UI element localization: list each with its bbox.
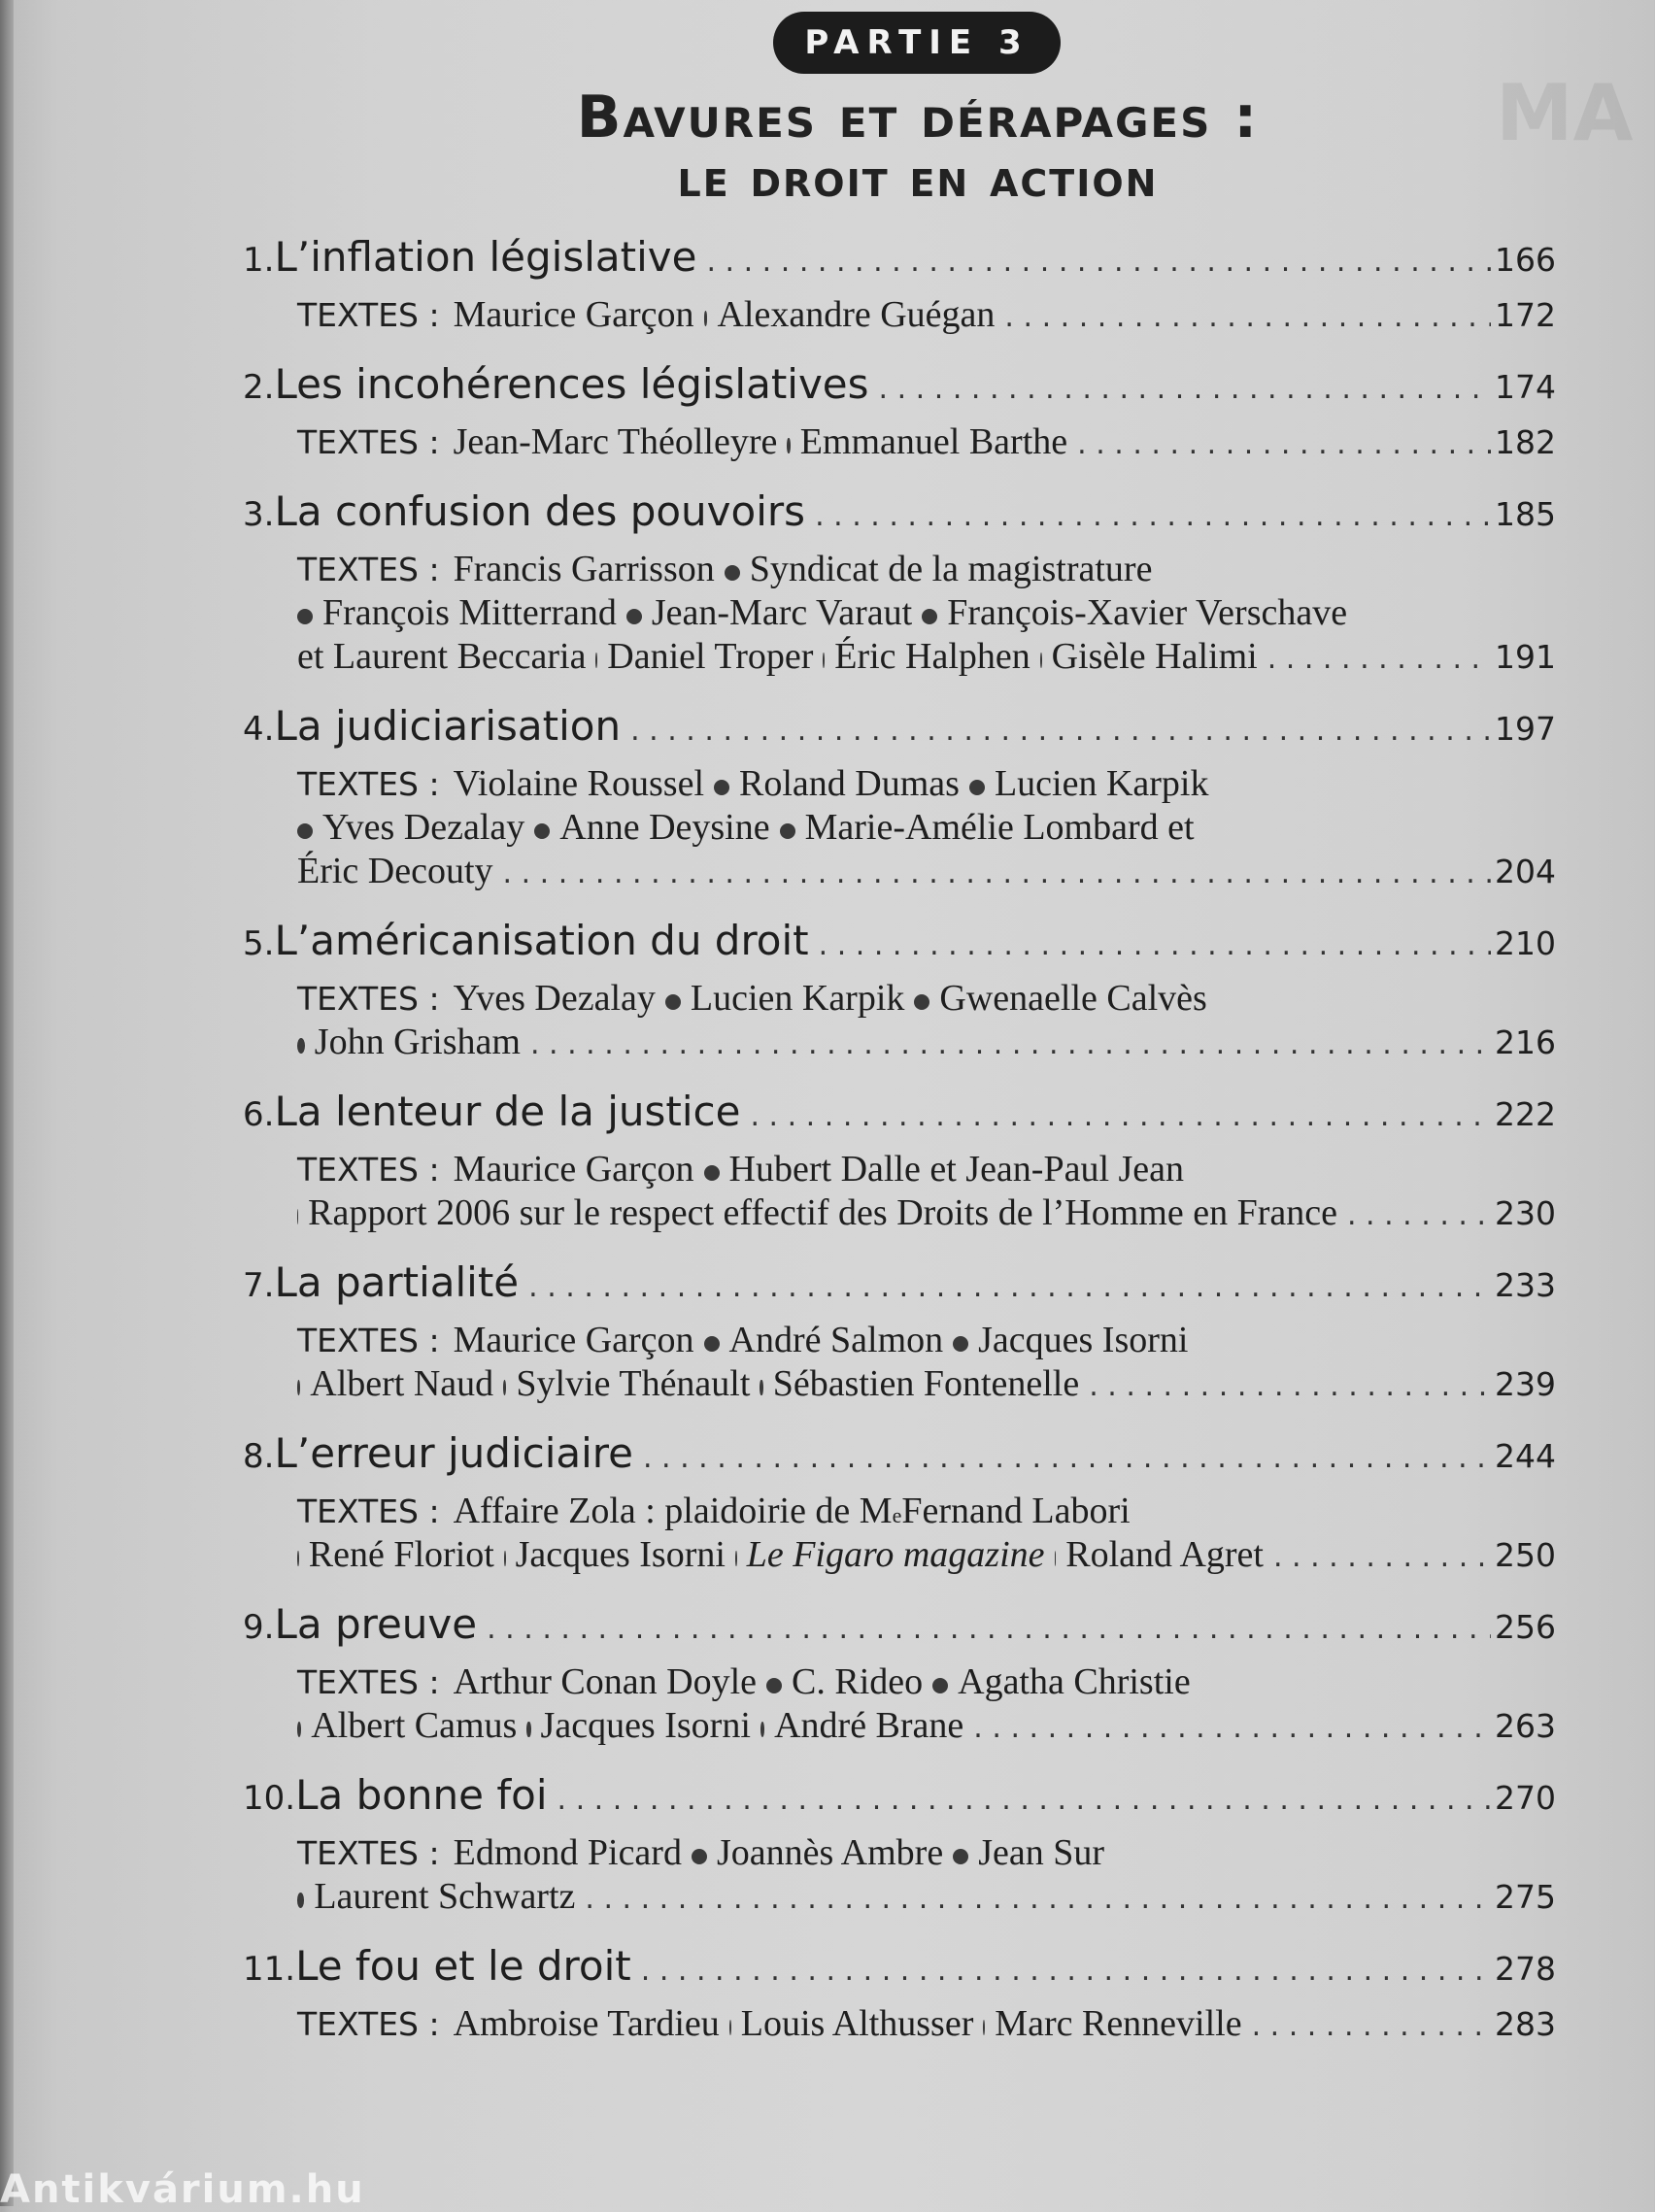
texts-line	[297, 1362, 1556, 1406]
author-name: Emmanuel Barthe	[799, 421, 1068, 462]
texts-line	[297, 1148, 1556, 1191]
toc-chapter	[243, 1088, 1556, 1235]
dot-leader	[631, 1954, 1491, 1988]
toc-chapter	[243, 1258, 1556, 1406]
bullet-icon	[297, 1893, 304, 1908]
texts-list	[243, 1148, 1556, 1235]
bullet-icon	[534, 823, 550, 839]
page-number: 182	[1495, 423, 1556, 461]
author-name: Maurice Garçon	[453, 294, 694, 335]
bullet-icon	[760, 1380, 762, 1395]
dot-leader	[1264, 1540, 1491, 1574]
bullet-icon	[823, 653, 825, 668]
bullet-icon	[787, 438, 790, 453]
chapter-number: 9.	[243, 1608, 275, 1647]
bullet-icon	[665, 994, 681, 1010]
dot-leader	[1242, 2009, 1491, 2043]
bullet-icon	[780, 823, 795, 839]
page-number: 166	[1495, 241, 1556, 279]
author-name: Sylvie Thénault	[516, 1363, 751, 1404]
author-name: Éric Decouty	[297, 851, 493, 891]
bullet-icon	[953, 1336, 968, 1352]
texts-line	[297, 1831, 1556, 1875]
texts-line	[297, 1021, 1556, 1064]
texts-line	[297, 1319, 1556, 1362]
chapter-number: 7.	[243, 1266, 275, 1305]
bullet-icon	[297, 1551, 299, 1566]
bullet-icon	[714, 780, 729, 795]
texts-label: TEXTES :	[297, 765, 440, 803]
author-name: Joannès Ambre	[716, 1832, 944, 1873]
texts-line	[297, 293, 1556, 337]
texts-label: TEXTES :	[297, 1492, 440, 1530]
author-name: Gisèle Halimi	[1051, 636, 1258, 677]
page-edge-shadow	[0, 0, 14, 2206]
chapter-title: La confusion des pouvoirs	[274, 487, 806, 535]
page-number: 204	[1495, 853, 1556, 890]
bullet-icon	[504, 1551, 506, 1566]
page-number: 174	[1495, 368, 1556, 406]
table-of-contents	[243, 233, 1556, 2069]
dot-leader	[869, 372, 1491, 406]
dot-leader	[805, 499, 1491, 533]
author-name: Roland Agret	[1065, 1534, 1264, 1575]
texts-line	[297, 1533, 1556, 1577]
author-name: Yves Dezalay	[322, 807, 525, 848]
page-number: 185	[1495, 495, 1556, 533]
texts-label: TEXTES :	[297, 2005, 440, 2043]
chapter-entry[interactable]	[243, 1771, 1556, 1831]
texts-list	[243, 1831, 1556, 1919]
bullet-icon	[692, 1849, 707, 1864]
toc-chapter	[243, 487, 1556, 679]
page-number: 210	[1495, 924, 1556, 962]
part-title-line-1: Bavures et dérapages :	[576, 84, 1260, 151]
chapter-entry[interactable]	[243, 1088, 1556, 1148]
bullet-icon	[983, 2020, 985, 2035]
dot-leader	[521, 1027, 1491, 1061]
texts-line	[297, 420, 1556, 464]
bullet-icon	[1040, 653, 1042, 668]
show-through-text: AM	[1496, 68, 1634, 158]
toc-chapter	[243, 360, 1556, 464]
page-number: 270	[1495, 1779, 1556, 1817]
author-name: Marc Renneville	[995, 2003, 1242, 2044]
page-number: 191	[1495, 638, 1556, 676]
page-number: 244	[1495, 1437, 1556, 1475]
texts-list	[243, 420, 1556, 464]
author-name: André Salmon	[728, 1320, 944, 1360]
chapter-title: L’erreur judiciaire	[274, 1429, 633, 1477]
author-name: John Grisham	[314, 1022, 521, 1062]
toc-chapter	[243, 1600, 1556, 1748]
texts-line	[297, 1660, 1556, 1704]
page-number: 263	[1495, 1707, 1557, 1745]
dot-leader	[548, 1783, 1491, 1817]
bullet-icon	[914, 994, 929, 1010]
author-name: Anne Deysine	[559, 807, 770, 848]
texts-label: TEXTES :	[297, 980, 440, 1018]
chapter-title: Les incohérences législatives	[274, 360, 869, 408]
chapter-entry[interactable]	[243, 233, 1556, 293]
chapter-entry[interactable]	[243, 360, 1556, 420]
bullet-icon	[526, 1722, 530, 1737]
author-name: François Mitterrand	[322, 592, 617, 633]
author-name: Hubert Dalle et Jean-Paul Jean	[728, 1149, 1185, 1190]
author-name: Arthur Conan Doyle	[453, 1661, 757, 1702]
chapter-number: 6.	[243, 1095, 275, 1134]
texts-label: TEXTES :	[297, 1834, 440, 1872]
author-name: Jean-Marc Théolleyre	[453, 421, 778, 462]
texts-line	[297, 850, 1556, 893]
chapter-entry[interactable]	[243, 1429, 1556, 1490]
texts-line	[297, 762, 1556, 806]
author-name: Louis Althusser	[740, 2003, 974, 2044]
bullet-icon	[297, 1722, 301, 1737]
part-title-line-2: le droit en action	[677, 148, 1159, 209]
texts-line	[297, 2002, 1556, 2046]
author-name: André Brane	[774, 1705, 964, 1746]
chapter-number: 3.	[243, 495, 275, 534]
bullet-icon	[297, 823, 313, 839]
author-name: Maurice Garçon	[453, 1149, 694, 1190]
texts-line	[297, 1875, 1556, 1919]
chapter-number: 5.	[243, 924, 275, 963]
chapter-entry[interactable]	[243, 917, 1556, 977]
dot-leader	[809, 928, 1491, 962]
author-name: Francis Garrisson	[453, 549, 715, 589]
author-name: Daniel Troper	[607, 636, 814, 677]
texts-list	[243, 762, 1556, 893]
bullet-icon	[735, 1551, 737, 1566]
chapter-number: 11.	[243, 1950, 296, 1989]
texts-list	[243, 548, 1556, 679]
author-name: et Laurent Beccaria	[297, 636, 587, 677]
texts-label: TEXTES :	[297, 296, 440, 334]
page-number: 222	[1495, 1095, 1556, 1133]
author-name: Agatha Christie	[958, 1661, 1191, 1702]
texts-list	[243, 1660, 1556, 1748]
dot-leader	[1258, 642, 1491, 676]
bullet-icon	[704, 1165, 720, 1181]
page-number: 230	[1495, 1194, 1556, 1232]
author-name: François-Xavier Verschave	[947, 592, 1348, 633]
author-name: Affaire Zola : plaidoirie de M	[453, 1491, 893, 1531]
bullet-icon	[297, 1038, 305, 1054]
part-label-badge: PARTIE 3	[773, 12, 1061, 74]
chapter-entry[interactable]	[243, 1942, 1556, 2002]
dot-leader	[963, 1711, 1491, 1745]
page-number: 256	[1495, 1608, 1556, 1646]
page-number: 197	[1495, 710, 1556, 748]
chapter-title: La bonne foi	[295, 1771, 548, 1819]
dot-leader	[519, 1270, 1491, 1304]
chapter-number: 2.	[243, 368, 275, 407]
page-number: 275	[1495, 1878, 1556, 1916]
texts-line	[297, 1704, 1556, 1748]
author-name: Jean-Marc Varaut	[651, 592, 913, 633]
page-number: 239	[1495, 1365, 1557, 1403]
bullet-icon	[969, 780, 985, 795]
author-name: Rapport 2006 sur le respect effectif des Droits de l’Homme en France	[308, 1192, 1337, 1233]
author-name: Violaine Roussel	[453, 763, 705, 804]
toc-chapter	[243, 917, 1556, 1064]
author-name: Le Figaro magazine	[746, 1534, 1045, 1575]
bullet-icon	[953, 1849, 968, 1864]
dot-leader	[1067, 427, 1491, 461]
dot-leader	[696, 245, 1491, 279]
texts-label: TEXTES :	[297, 551, 440, 588]
author-name: Jacques Isorni	[978, 1320, 1189, 1360]
page-number: 278	[1495, 1950, 1556, 1988]
chapter-title: La lenteur de la justice	[274, 1088, 741, 1135]
dot-leader	[621, 714, 1491, 748]
texts-line	[297, 548, 1556, 591]
texts-line	[297, 635, 1556, 679]
author-name: Marie-Amélie Lombard et	[804, 807, 1195, 848]
dot-leader	[493, 856, 1491, 890]
texts-line	[297, 977, 1556, 1021]
toc-chapter	[243, 1942, 1556, 2046]
bullet-icon	[766, 1678, 782, 1693]
chapter-entry[interactable]	[243, 487, 1556, 548]
chapter-entry[interactable]	[243, 1258, 1556, 1319]
chapter-number: 4.	[243, 710, 275, 749]
toc-chapter	[243, 1429, 1556, 1577]
bullet-icon	[1055, 1551, 1057, 1566]
author-name: Edmond Picard	[453, 1832, 682, 1873]
texts-list	[243, 1490, 1556, 1577]
bullet-icon	[932, 1678, 948, 1693]
texts-list	[243, 293, 1556, 337]
author-name: Jacques Isorni	[515, 1534, 726, 1575]
chapter-title: L’américanisation du droit	[274, 917, 809, 964]
author-name: Lucien Karpik	[994, 763, 1209, 804]
author-name: C. Rideo	[792, 1661, 924, 1702]
chapter-title: La partialité	[274, 1258, 520, 1306]
dot-leader	[995, 300, 1491, 334]
bullet-icon	[704, 1336, 720, 1352]
dot-leader	[633, 1441, 1491, 1475]
chapter-number: 8.	[243, 1437, 275, 1476]
chapter-title: Le fou et le droit	[295, 1942, 631, 1990]
dot-leader	[1337, 1198, 1491, 1232]
author-name: René Floriot	[308, 1534, 494, 1575]
author-name: Gwenaelle Calvès	[939, 978, 1207, 1019]
author-name: Albert Camus	[311, 1705, 518, 1746]
author-name: Lucien Karpik	[690, 978, 905, 1019]
author-name: Ambroise Tardieu	[453, 2003, 720, 2044]
dot-leader	[740, 1099, 1491, 1133]
author-name: Maurice Garçon	[453, 1320, 694, 1360]
bullet-icon	[503, 1380, 506, 1395]
watermark: Antikvárium.hu	[0, 2167, 365, 2212]
texts-label: TEXTES :	[297, 1151, 440, 1189]
toc-chapter	[243, 233, 1556, 337]
author-name: Roland Dumas	[739, 763, 960, 804]
bullet-icon	[729, 2020, 731, 2035]
texts-list	[243, 2002, 1556, 2046]
dot-leader	[575, 1882, 1491, 1916]
author-name: Albert Naud	[310, 1363, 494, 1404]
chapter-number: 1.	[243, 241, 275, 280]
author-name: Sébastien Fontenelle	[772, 1363, 1080, 1404]
chapter-entry[interactable]	[243, 702, 1556, 762]
page-number: 216	[1495, 1023, 1556, 1061]
superscript: e	[892, 1503, 902, 1527]
chapter-title: La preuve	[274, 1600, 478, 1648]
chapter-number: 10.	[243, 1779, 296, 1818]
author-name: Alexandre Guégan	[717, 294, 996, 335]
chapter-title: La judiciarisation	[274, 702, 622, 750]
author-name-tail: Fernand Labori	[901, 1491, 1131, 1531]
bullet-icon	[922, 609, 937, 624]
author-name: Syndicat de la magistrature	[749, 549, 1153, 589]
author-name: Yves Dezalay	[453, 978, 656, 1019]
bullet-icon	[704, 311, 708, 326]
bullet-icon	[760, 1722, 764, 1737]
chapter-entry[interactable]	[243, 1600, 1556, 1660]
dot-leader	[1079, 1369, 1491, 1403]
author-name: Jean Sur	[978, 1832, 1105, 1873]
author-name: Jacques Isorni	[540, 1705, 751, 1746]
chapter-title: L’inflation législative	[274, 233, 697, 281]
texts-list	[243, 1319, 1556, 1406]
bullet-icon	[297, 609, 313, 624]
page-number: 172	[1495, 296, 1556, 334]
toc-chapter	[243, 1771, 1556, 1919]
texts-list	[243, 977, 1556, 1064]
page-number: 283	[1495, 2005, 1556, 2043]
texts-label: TEXTES :	[297, 1663, 440, 1701]
texts-line	[297, 806, 1556, 850]
bullet-icon	[626, 609, 642, 624]
toc-chapter	[243, 702, 1556, 893]
texts-label: TEXTES :	[297, 1322, 440, 1359]
bullet-icon	[297, 1380, 300, 1395]
author-name: Laurent Schwartz	[314, 1876, 576, 1917]
bullet-icon	[725, 565, 740, 581]
bullet-icon	[297, 1209, 298, 1224]
dot-leader	[477, 1612, 1491, 1646]
texts-label: TEXTES :	[297, 423, 440, 461]
bullet-icon	[595, 653, 597, 668]
texts-line	[297, 591, 1556, 635]
texts-line	[297, 1191, 1556, 1235]
page-number: 233	[1495, 1266, 1556, 1304]
page-number: 250	[1495, 1536, 1556, 1574]
author-name: Éric Halphen	[834, 636, 1030, 677]
texts-line	[297, 1490, 1556, 1533]
